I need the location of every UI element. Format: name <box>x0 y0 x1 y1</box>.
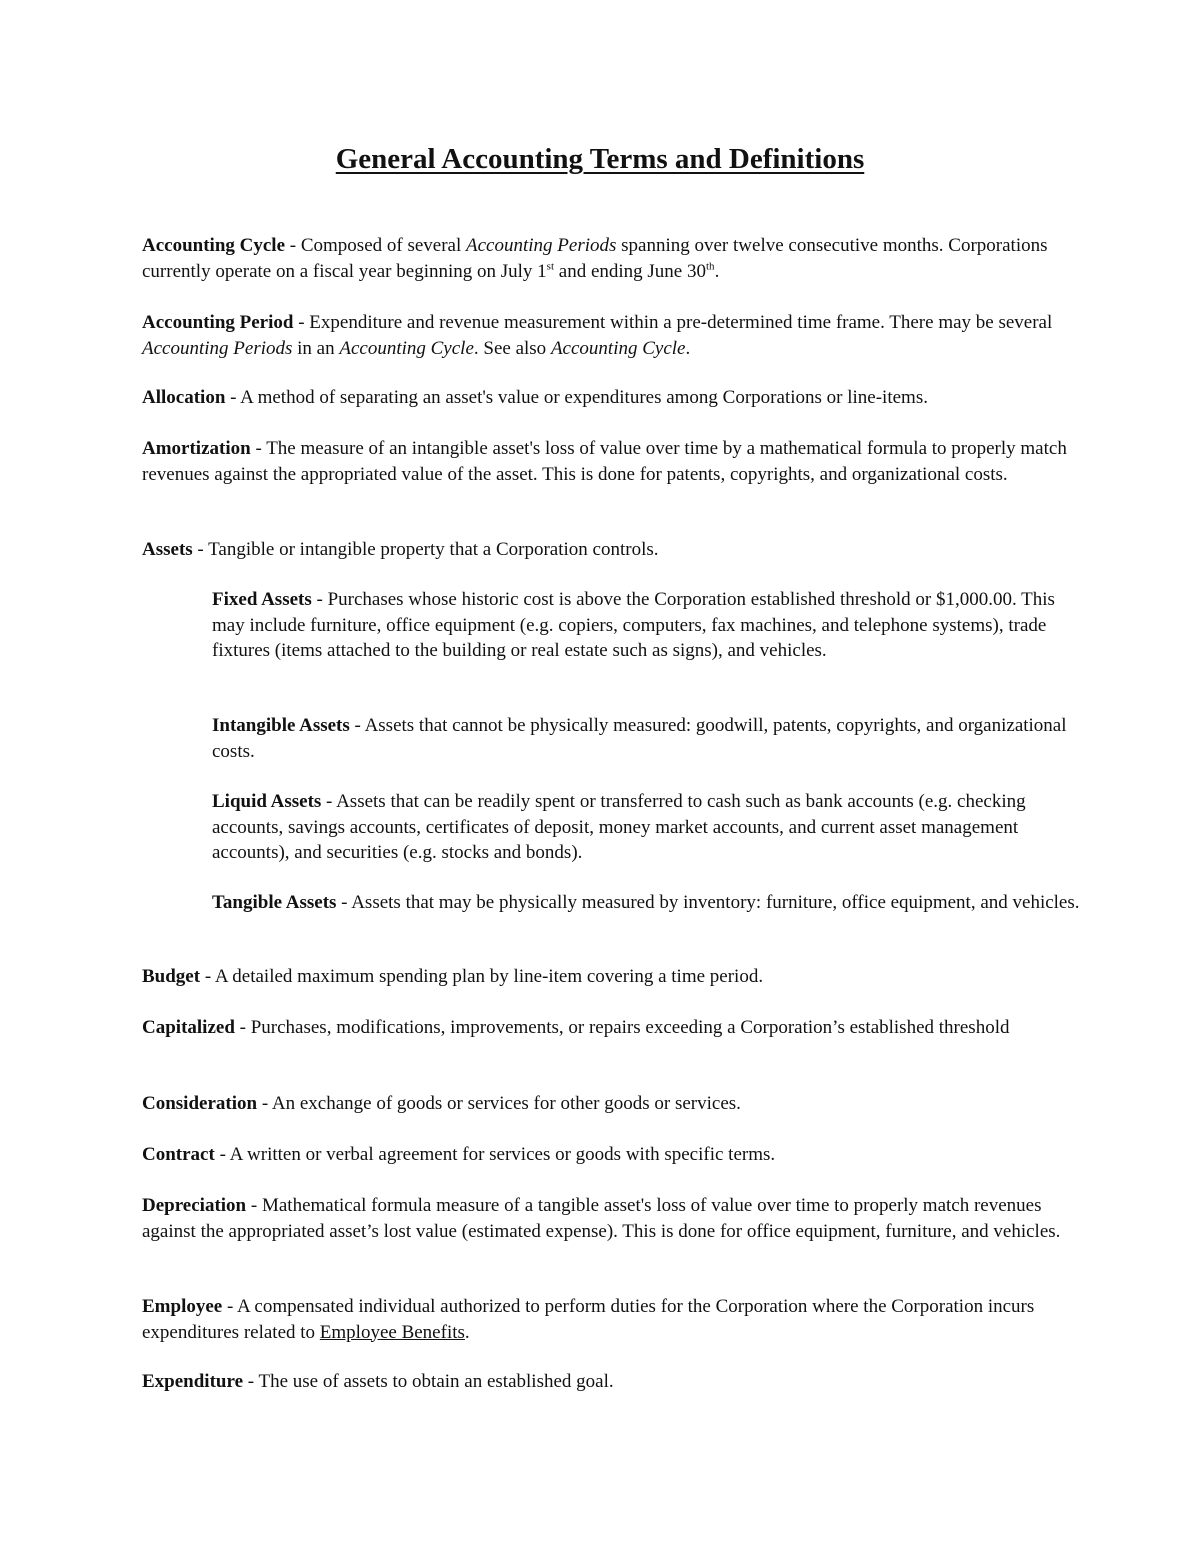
term-label: Contract <box>142 1144 215 1165</box>
term-label: Intangible Assets <box>212 715 350 736</box>
definition-text: Assets that can be readily spent or transferred to cash such as bank accounts (e.g. checking accounts, savings accounts, certificates of deposit, money market accounts, and current asset management accounts), and securities (e.g. stocks and bonds). <box>212 791 1026 863</box>
term-label: Budget <box>142 966 201 987</box>
definition-text: Purchases whose historic cost is above the Corporation established threshold or $1,000.00. This may include furniture, office equipment (e.g. copiers, computers, fax machines, and telephone systems), trade fixtures (items attached to the building or real estate such as signs), and vehicles. <box>212 589 1055 661</box>
page-title: General Accounting Terms and Definitions <box>335 143 865 175</box>
term-label: Expenditure <box>142 1371 244 1392</box>
entry-expenditure: Expenditure - The use of assets to obtain an established goal. <box>142 1371 614 1392</box>
entry-amortization: Amortization - The measure of an intangible asset's loss of value over time by a mathematical formula to properly match revenues against the appropriated value of the asset. This is done for patents, copyrights, and organizational costs. <box>142 438 1067 485</box>
employee-benefits-link[interactable]: Employee Benefits <box>319 1321 465 1343</box>
definition-text: A written or verbal agreement for services or goods with specific terms. <box>229 1144 776 1165</box>
entry-tangible-assets: Tangible Assets - Assets that may be physically measured by inventory: furniture, office equipment, and vehicles. <box>212 892 1080 913</box>
definition-text: Tangible or intangible property that a Corporation controls. <box>208 539 659 560</box>
definition-text: Purchases, modifications, improvements, or repairs exceeding a Corporation’s established threshold <box>250 1017 1010 1038</box>
term-label: Amortization <box>142 438 251 459</box>
term-label: Fixed Assets <box>212 589 312 610</box>
term-label: Accounting Period <box>142 312 294 333</box>
term-label: Consideration <box>142 1093 258 1114</box>
term-reference: Accounting Cycle <box>339 337 474 359</box>
term-label: Liquid Assets <box>212 791 322 812</box>
entry-employee: Employee - A compensated individual authorized to perform duties for the Corporation where the Corporation incurs expenditures related to Employee Benefits. <box>142 1296 1035 1343</box>
entry-accounting-period: Accounting Period - Expenditure and revenue measurement within a pre-determined time frame. There may be several Accounting Periods in an Accounting Cycle. See also Accounting Cycle. <box>142 312 1053 359</box>
entry-fixed-assets: Fixed Assets - Purchases whose historic cost is above the Corporation established threshold or $1,000.00. This may include furniture, office equipment (e.g. copiers, computers, fax machines, and telephone systems), trade fixtures (items attached to the building or real estate such as signs), and vehicles. <box>212 589 1055 661</box>
term-label: Allocation <box>142 387 226 408</box>
entry-budget: Budget - A detailed maximum spending plan by line-item covering a time period. <box>142 966 764 987</box>
definition-text: The use of assets to obtain an established goal. <box>258 1371 614 1392</box>
entry-allocation: Allocation - A method of separating an asset's value or expenditures among Corporations or line-items. <box>142 387 928 408</box>
definition-text: A method of separating an asset's value or expenditures among Corporations or line-items. <box>240 387 928 408</box>
definition-text: A detailed maximum spending plan by line-item covering a time period. <box>214 966 764 987</box>
entry-liquid-assets: Liquid Assets - Assets that can be readily spent or transferred to cash such as bank accounts (e.g. checking accounts, savings accounts, certificates of deposit, money market accounts, and current asset management accounts), and securities (e.g. stocks and bonds). <box>212 791 1026 863</box>
definition-text: The measure of an intangible asset's loss of value over time by a mathematical formula to properly match revenues against the appropriated value of the asset. This is done for patents, copyrights, and organizational costs. <box>142 438 1067 485</box>
entry-contract: Contract - A written or verbal agreement for services or goods with specific terms. <box>142 1144 776 1165</box>
term-label: Depreciation <box>142 1195 247 1216</box>
entry-intangible-assets: Intangible Assets - Assets that cannot be physically measured: goodwill, patents, copyrights, and organizational costs. <box>212 715 1067 762</box>
entry-capitalized: Capitalized - Purchases, modifications, improvements, or repairs exceeding a Corporation’s established threshold <box>142 1017 1010 1038</box>
entry-depreciation: Depreciation - Mathematical formula measure of a tangible asset's loss of value over time to properly match revenues against the appropriated asset’s lost value (estimated expense). This is done for office equipment, furniture, and vehicles. <box>142 1195 1061 1242</box>
entry-assets: Assets - Tangible or intangible property that a Corporation controls. <box>142 539 659 560</box>
term-reference: Accounting Cycle <box>550 337 686 359</box>
term-label: Tangible Assets <box>212 892 337 913</box>
definition-text: An exchange of goods or services for other goods or services. <box>271 1093 741 1114</box>
definition-text: Mathematical formula measure of a tangible asset's loss of value over time to properly match revenues against the appropriated asset’s lost value (estimated expense). This is done for office equipment, furniture, and vehicles. <box>142 1195 1061 1242</box>
term-label: Accounting Cycle <box>142 235 286 256</box>
definition-text: Assets that cannot be physically measured: goodwill, patents, copyrights, and organizational costs. <box>212 715 1067 762</box>
term-reference: Accounting Periods <box>466 235 617 256</box>
term-reference: Accounting Periods <box>142 337 293 359</box>
term-label: Capitalized <box>142 1017 235 1038</box>
entry-consideration: Consideration - An exchange of goods or services for other goods or services. <box>142 1093 741 1114</box>
term-label: Assets <box>142 539 193 560</box>
entry-accounting-cycle: Accounting Cycle - Composed of several Accounting Periods spanning over twelve consecutive months. Corporations currently operate on a fiscal year beginning on July 1st and ending June 30th. <box>142 235 1048 282</box>
term-label: Employee <box>142 1296 223 1317</box>
definition-text: Assets that may be physically measured by inventory: furniture, office equipment, and vehicles. <box>351 892 1080 913</box>
